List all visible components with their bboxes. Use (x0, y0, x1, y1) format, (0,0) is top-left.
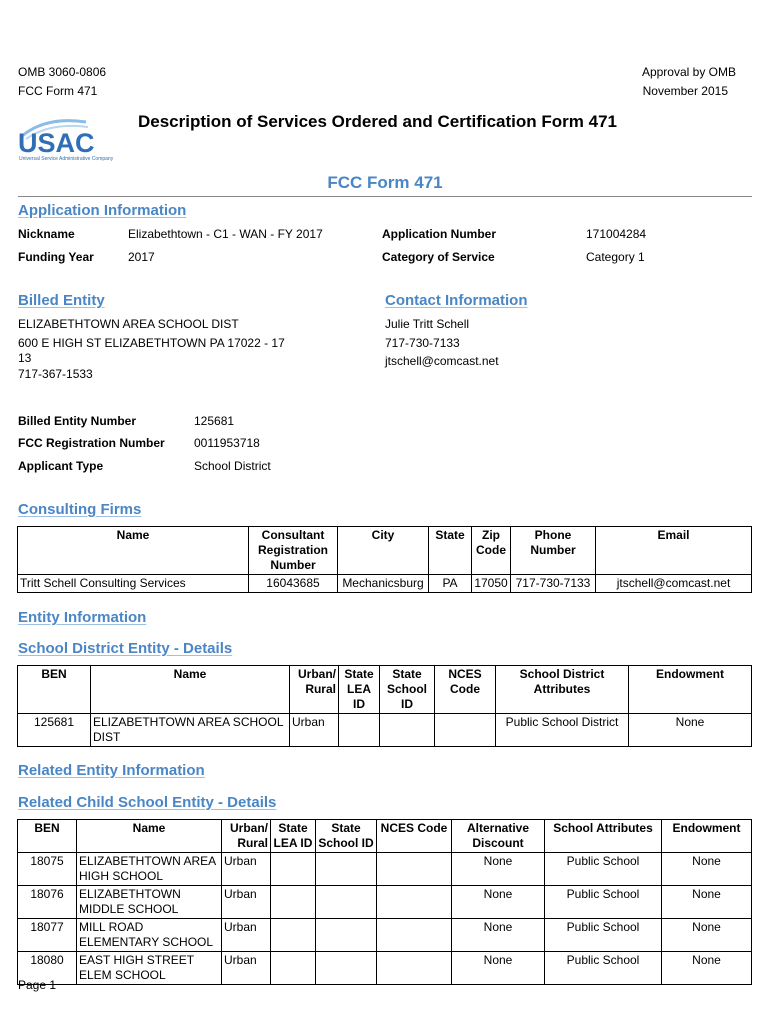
cell-school-attrs: Public School (545, 853, 662, 886)
cell-state-lea (271, 952, 316, 985)
cell-urban-rural: Urban (222, 886, 271, 919)
cell-state-lea (271, 919, 316, 952)
cell-endowment: None (629, 714, 752, 747)
application-info-heading: Application Information (18, 202, 187, 219)
form-number: FCC Form 471 (18, 84, 98, 98)
approval-text: Approval by OMB (641, 65, 736, 79)
cell-urban-rural: Urban (290, 714, 339, 747)
contact-info-heading: Contact Information (385, 292, 528, 309)
col-ben: BEN (18, 820, 77, 853)
col-nces: NCES Code (435, 666, 496, 714)
col-alt-discount: Alternative Discount (452, 820, 545, 853)
col-phone: Phone Number (511, 527, 596, 575)
cell-nces (377, 853, 452, 886)
cell-alt-discount: None (452, 952, 545, 985)
cell-state-school (380, 714, 435, 747)
cell-registration: 16043685 (249, 575, 338, 593)
funding-year-value: 2017 (128, 250, 155, 264)
header-divider (18, 196, 752, 197)
cell-state-lea (339, 714, 380, 747)
cell-state: PA (429, 575, 472, 593)
table-row (18, 714, 752, 747)
related-entity-heading: Related Entity Information (18, 762, 205, 779)
form-subtitle: FCC Form 471 (327, 173, 443, 192)
page-title: Description of Services Ordered and Certification Form 471 (138, 112, 617, 131)
table-row (18, 952, 752, 985)
billed-entity-name: ELIZABETHTOWN AREA SCHOOL DIST (18, 317, 239, 331)
col-state-school: State School ID (380, 666, 435, 714)
ben-value: 125681 (194, 414, 235, 428)
cell-state-school (316, 886, 377, 919)
table-row (18, 575, 752, 593)
cell-name: MILL ROAD ELEMENTARY SCHOOL (77, 919, 222, 952)
col-city: City (338, 527, 429, 575)
cell-name: EAST HIGH STREET ELEM SCHOOL (77, 952, 222, 985)
cell-urban-rural: Urban (222, 919, 271, 952)
consulting-firms-heading: Consulting Firms (18, 501, 142, 518)
table-row (18, 919, 752, 952)
cell-name: ELIZABETHTOWN AREA HIGH SCHOOL (77, 853, 222, 886)
col-name: Name (18, 527, 249, 575)
cell-name: ELIZABETHTOWN MIDDLE SCHOOL (77, 886, 222, 919)
cell-school-attrs: Public School (545, 886, 662, 919)
cell-urban-rural: Urban (222, 952, 271, 985)
billed-entity-phone: 717-367-1533 (18, 367, 93, 381)
nickname-value: Elizabethtown - C1 - WAN - FY 2017 (128, 227, 323, 241)
contact-email: jtschell@comcast.net (385, 354, 499, 368)
cell-alt-discount: None (452, 919, 545, 952)
cell-alt-discount: None (452, 853, 545, 886)
cell-state-lea (271, 886, 316, 919)
col-state-lea: State LEA ID (271, 820, 316, 853)
cell-email: jtschell@comcast.net (596, 575, 752, 593)
cell-ben: 18077 (18, 919, 77, 952)
cell-ben: 125681 (18, 714, 91, 747)
cell-ben: 18076 (18, 886, 77, 919)
applicant-type-value: School District (194, 459, 271, 473)
district-table (17, 665, 752, 747)
cell-urban-rural: Urban (222, 853, 271, 886)
col-school-attrs: School Attributes (545, 820, 662, 853)
cell-endowment: None (662, 919, 752, 952)
col-urban-rural: Urban/ Rural (290, 666, 339, 714)
cell-state-school (316, 919, 377, 952)
col-consultant-reg: Consultant Registration Number (249, 527, 338, 575)
ben-label: Billed Entity Number (18, 414, 137, 428)
category-value: Category 1 (586, 250, 645, 264)
applicant-type-label: Applicant Type (18, 459, 104, 473)
table-row (18, 886, 752, 919)
cell-phone: 717-730-7133 (511, 575, 596, 593)
consulting-table (17, 526, 752, 593)
cell-name: Tritt Schell Consulting Services (18, 575, 249, 593)
child-school-heading: Related Child School Entity - Details (18, 794, 277, 811)
cell-endowment: None (662, 952, 752, 985)
billed-entity-address-cont: 13 (18, 351, 32, 365)
col-state-school: State School ID (316, 820, 377, 853)
application-number-label: Application Number (382, 227, 497, 241)
cell-city: Mechanicsburg (338, 575, 429, 593)
cell-nces (377, 919, 452, 952)
cell-endowment: None (662, 886, 752, 919)
col-zip: Zip Code (472, 527, 511, 575)
approval-date: November 2015 (642, 84, 728, 98)
col-state: State (429, 527, 472, 575)
table-row (18, 853, 752, 886)
cell-school-attrs: Public School (545, 919, 662, 952)
col-name: Name (77, 820, 222, 853)
col-state-lea: State LEA ID (339, 666, 380, 714)
child-school-table (17, 819, 752, 985)
contact-phone: 717-730-7133 (385, 336, 460, 350)
cell-ben: 18075 (18, 853, 77, 886)
col-district-attrs: School District Attributes (496, 666, 629, 714)
cell-nces (377, 952, 452, 985)
col-endowment: Endowment (629, 666, 752, 714)
funding-year-label: Funding Year (18, 250, 94, 264)
category-label: Category of Service (382, 250, 495, 264)
col-ben: BEN (18, 666, 91, 714)
page-number: Page 1 (18, 978, 57, 992)
cell-zip: 17050 (472, 575, 511, 593)
cell-endowment: None (662, 853, 752, 886)
contact-name: Julie Tritt Schell (385, 317, 470, 331)
usac-logo (16, 114, 134, 164)
cell-name: ELIZABETHTOWN AREA SCHOOL DIST (91, 714, 290, 747)
col-endowment: Endowment (662, 820, 752, 853)
nickname-label: Nickname (18, 227, 75, 241)
cell-alt-discount: None (452, 886, 545, 919)
cell-nces (377, 886, 452, 919)
entity-info-heading: Entity Information (18, 609, 147, 626)
col-urban-rural: Urban/ Rural (222, 820, 271, 853)
cell-nces (435, 714, 496, 747)
svg-text:Universal Service Administrati: Universal Service Administrative Company (19, 156, 114, 162)
cell-school-attrs: Public School (545, 952, 662, 985)
cell-state-lea (271, 853, 316, 886)
billed-entity-heading: Billed Entity (18, 292, 105, 309)
col-email: Email (596, 527, 752, 575)
district-details-heading: School District Entity - Details (18, 640, 233, 657)
cell-ben: 18080 (18, 952, 77, 985)
col-nces: NCES Code (377, 820, 452, 853)
frn-value: 0011953718 (194, 436, 260, 450)
col-name: Name (91, 666, 290, 714)
billed-entity-address: 600 E HIGH ST ELIZABETHTOWN PA 17022 - 17 (18, 336, 285, 350)
frn-label: FCC Registration Number (18, 436, 165, 450)
cell-district-attrs: Public School District (496, 714, 629, 747)
application-number-value: 171004284 (586, 227, 647, 241)
omb-number: OMB 3060-0806 (18, 65, 107, 79)
cell-state-school (316, 952, 377, 985)
cell-state-school (316, 853, 377, 886)
svg-text:USAC: USAC (18, 128, 95, 158)
